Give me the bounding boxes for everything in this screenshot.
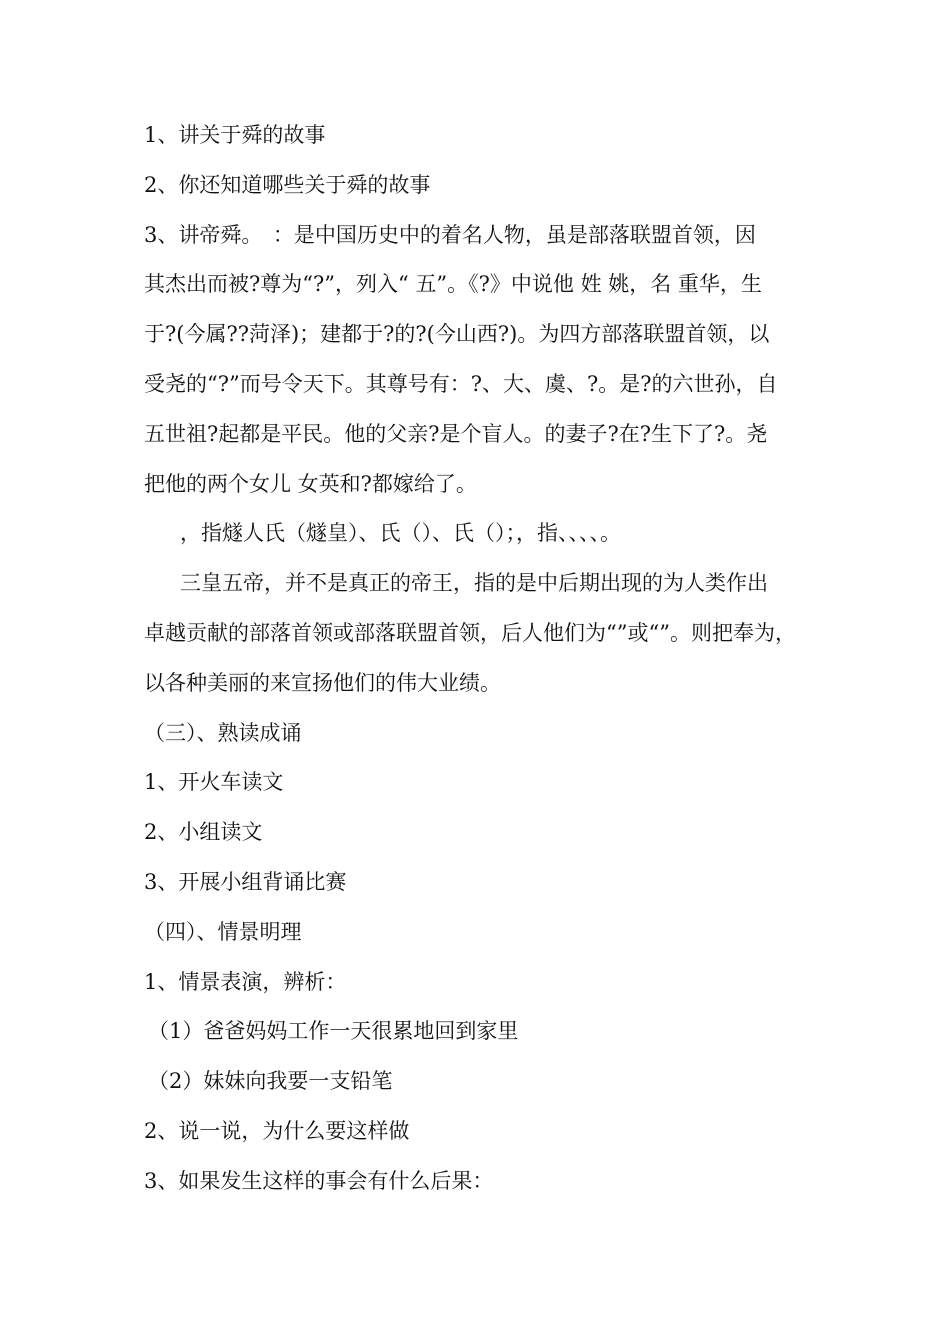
reading-step-1: 1、开火车读文 bbox=[144, 770, 284, 795]
three-emperors-paragraph-line: 卓越贡献的部落首领或部落联盟首领，后人他们为“”或“”。则把奉为， bbox=[144, 620, 796, 645]
scene-case-2: （2）妹妹向我要一支铅笔 bbox=[148, 1069, 393, 1094]
paragraph-line: 五世祖?起都是平民。他的父亲?是个盲人。的妻子?在?生下了?。尧 bbox=[144, 421, 768, 446]
paragraph-line: 于?(今属??菏泽)；建都于?的?(今山西?)。为四方部落联盟首领，以 bbox=[144, 322, 770, 347]
section-heading-4: （四）、情景明理 bbox=[144, 919, 302, 944]
three-emperors-paragraph-line: 以各种美丽的来宣扬他们的伟大业绩。 bbox=[144, 670, 501, 695]
scene-step-1: 1、情景表演，辨析： bbox=[144, 969, 347, 994]
step-3-line: 3、讲帝舜。 ：是中国历史中的着名人物，虽是部落联盟首领，因 bbox=[144, 222, 756, 247]
section-heading-3: （三）、熟读成诵 bbox=[144, 720, 302, 745]
scene-case-1: （1）爸爸妈妈工作一天很累地回到家里 bbox=[148, 1019, 519, 1044]
step-1-line: 1、讲关于舜的故事 bbox=[144, 123, 326, 147]
three-emperors-paragraph-line: 三皇五帝，并不是真正的帝王，指的是中后期出现的为人类作出 bbox=[180, 571, 768, 596]
three-emperors-line: ，指燧人氏（燧皇）、氏（）、氏（）；，指、、、、。 bbox=[180, 521, 621, 546]
step-2-line: 2、你还知道哪些关于舜的故事 bbox=[144, 172, 431, 197]
paragraph-line: 把他的两个女儿 女英和?都嫁给了。 bbox=[144, 471, 477, 496]
scene-step-3: 3、如果发生这样的事会有什么后果： bbox=[144, 1168, 494, 1193]
document-body bbox=[144, 111, 808, 1207]
scene-step-2: 2、说一说，为什么要这样做 bbox=[144, 1118, 410, 1143]
reading-step-3: 3、开展小组背诵比赛 bbox=[144, 869, 347, 894]
paragraph-line: 受尧的“?”而号令天下。其尊号有：?、大、虞、?。是?的六世孙，自 bbox=[144, 371, 778, 396]
paragraph-line: 其杰出而被?尊为“?”，列入“ 五”。《?》中说他 姓 姚，名 重华，生 bbox=[144, 272, 762, 297]
reading-step-2: 2、小组读文 bbox=[144, 820, 263, 845]
